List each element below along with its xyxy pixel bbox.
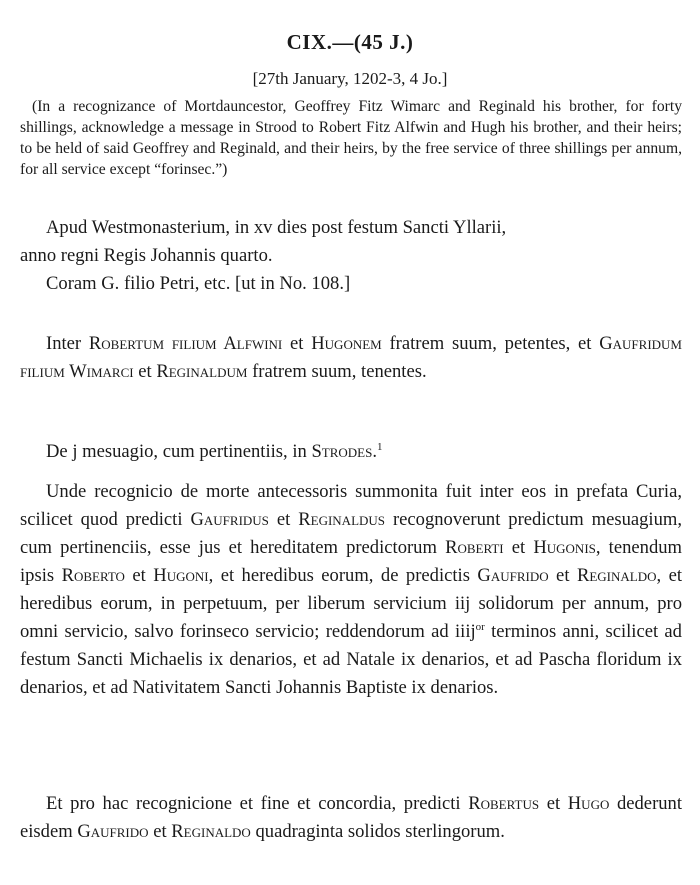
et-pro-paragraph [20,790,682,846]
inter-text: Inter [46,333,89,354]
et-pro-text: quadraginta solidos sterlingorum. [250,821,505,842]
name-reginaldum: Reginaldum [156,361,248,382]
unde-text: et [124,565,154,586]
name-roberti: Roberti [445,537,504,558]
et-pro-text: Et pro hac recognicione et fine et concordia, predicti [46,793,469,814]
unde-text: , et heredibus eorum, de predictis [208,565,478,586]
name-gaufridum: Gaufridum filium Wimarci [20,333,682,382]
coram-line: Coram G. filio Petri, etc. [ut in No. 108.] [46,273,351,294]
name-gaufrido: Gaufrido [477,565,549,586]
name-robertum: Robertum filium Alfwini [88,333,283,354]
english-summary: (In a recognizance of Mortdauncestor, Geoffrey Fitz Wimarc and Reginald his brother, for forty shillings, acknowledge a message in Strood to Robert Fitz Alfwin and Hugh his brother, and their heirs; to be held of said Geoffrey and Reginald, and their heirs, by the free service of three shillings per annum, for all service except “forinsec.”) [20,98,682,178]
entry-heading: CIX.—(45 J.) [286,30,414,54]
place-strodes: Strodes. [311,441,377,462]
name-robertus: Robertus [468,793,540,814]
name-reginaldus: Reginaldus [298,509,386,530]
et-pro-text: et [148,821,172,842]
de-text: De j mesuagio, cum pertinentiis, in [46,441,312,462]
inter-text: et [282,333,312,354]
apud-line-1: Apud Westmonasterium, in xv dies post festum Sancti Yllarii, [46,217,507,238]
entry-date: [27th January, 1202-3, 4 Jo.] [252,69,448,88]
unde-text: , tenendum ipsis [20,537,682,586]
de-paragraph [20,438,682,466]
apud-paragraph [20,214,682,298]
inter-text: et [133,361,157,382]
name-hugonem: Hugonem [311,333,382,354]
unde-text: et [548,565,577,586]
unde-paragraph [20,478,682,702]
name-reginaldo: Reginaldo [576,565,657,586]
unde-text: , et heredibus eorum, in perpetuum, per liberum servicium iij solidorum per annum, pro omni servicio, salvo forinseco servicio; reddendorum ad iiij [20,565,683,642]
et-pro-text: et [539,793,568,814]
name-hugo: Hugo [567,793,610,814]
unde-text: et [268,509,299,530]
unde-text: recognoverunt predictum mesuagium, cum pertinenciis, esse jus et hereditatem predictorum [20,509,682,558]
unde-text: et [503,537,534,558]
et-pro-text: dederunt eisdem [20,793,683,842]
inter-text: fratrem suum, tenentes. [247,361,427,382]
unde-text: terminos anni, scilicet ad festum Sancti Michaelis ix denarios, et ad Natale ix denarios, et ad Pascha floridum ix denarios, et ad Nativitatem Sancti Johannis Baptiste ix denarios. [20,621,682,698]
ordinal-suffix: or [475,620,485,633]
apud-line-2: anno regni Regis Johannis quarto. [20,245,273,266]
name-reginaldo: Reginaldo [171,821,251,842]
inter-text: fratrem suum, petentes, et [381,333,600,354]
name-gaufrido: Gaufrido [77,821,149,842]
unde-text: Unde recognicio de morte antecessoris summonita fuit inter eos in prefata Curia, scilicet quod predicti [20,481,682,530]
name-hugoni: Hugoni [153,565,209,586]
inter-paragraph [20,330,682,386]
footnote-marker: 1 [377,440,383,453]
name-gaufridus: Gaufridus [190,509,269,530]
name-hugonis: Hugonis [533,537,596,558]
name-roberto: Roberto [61,565,125,586]
